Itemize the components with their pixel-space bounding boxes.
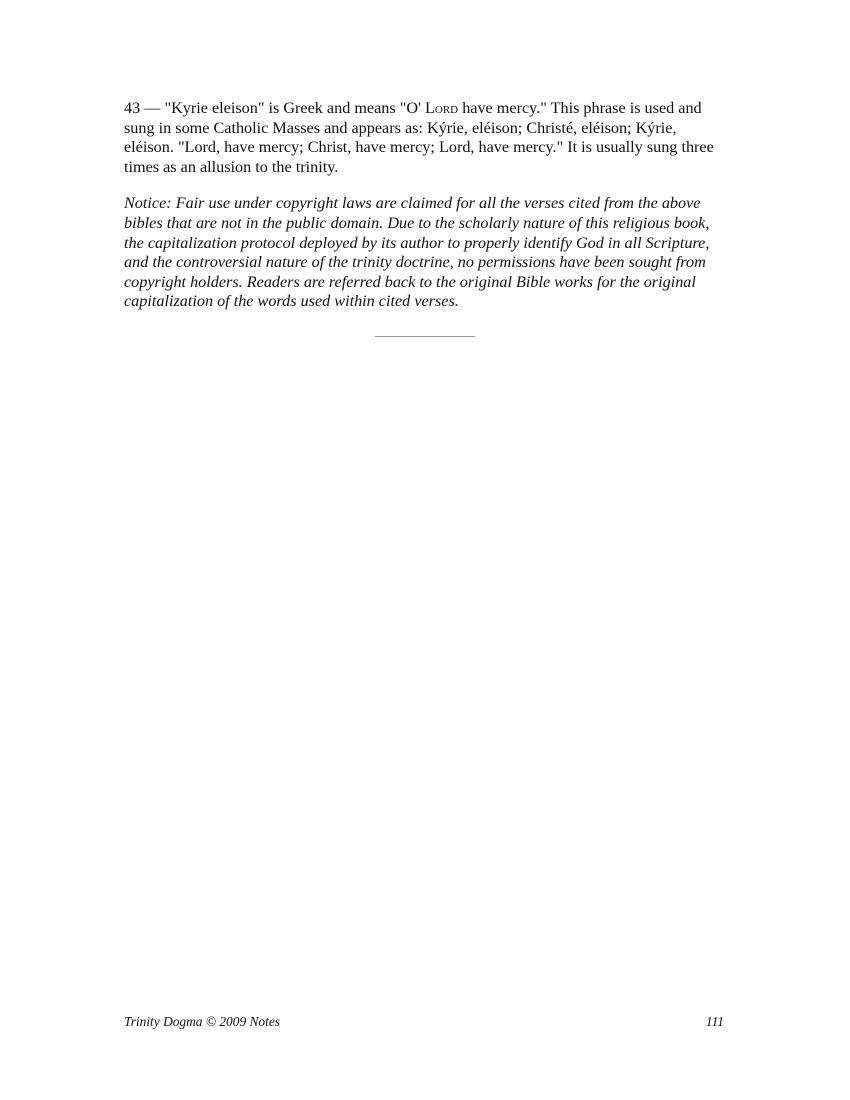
page-footer	[124, 1014, 724, 1030]
lord-small-caps: Lord	[425, 99, 459, 117]
footer-title: Trinity Dogma © 2009 Notes	[124, 1014, 280, 1029]
copyright-notice: Notice: Fair use under copyright laws are claimed for all the verses cited from the above bibles that are not in the public domain. Due to the scholarly nature of this religious book, the capitalization protocol deployed by its author to properly identify God in all Scripture, and the controversial nature of the trinity doctrine, no permissions have been sought from copyright holders. Readers are referred back to the original Bible works for the original capitalization of the words used within cited verses.	[124, 194, 710, 311]
notes-content	[124, 99, 724, 312]
endnote-text-start: 43 — "Kyrie eleison" is Greek and means "O'	[124, 99, 426, 117]
endnote-text-end: have mercy." This phrase is used and sung in some Catholic Masses and appears as: Kýrie, eléison; Christé, eléison; Kýrie, eléison. "Lord, have mercy; Christ, have mercy; Lord, have mercy." It is usually sung three times as an allusion to the trinity.	[124, 99, 714, 176]
endnote-43	[124, 99, 724, 177]
section-divider	[375, 336, 475, 337]
page-number: 111	[705, 1014, 724, 1029]
